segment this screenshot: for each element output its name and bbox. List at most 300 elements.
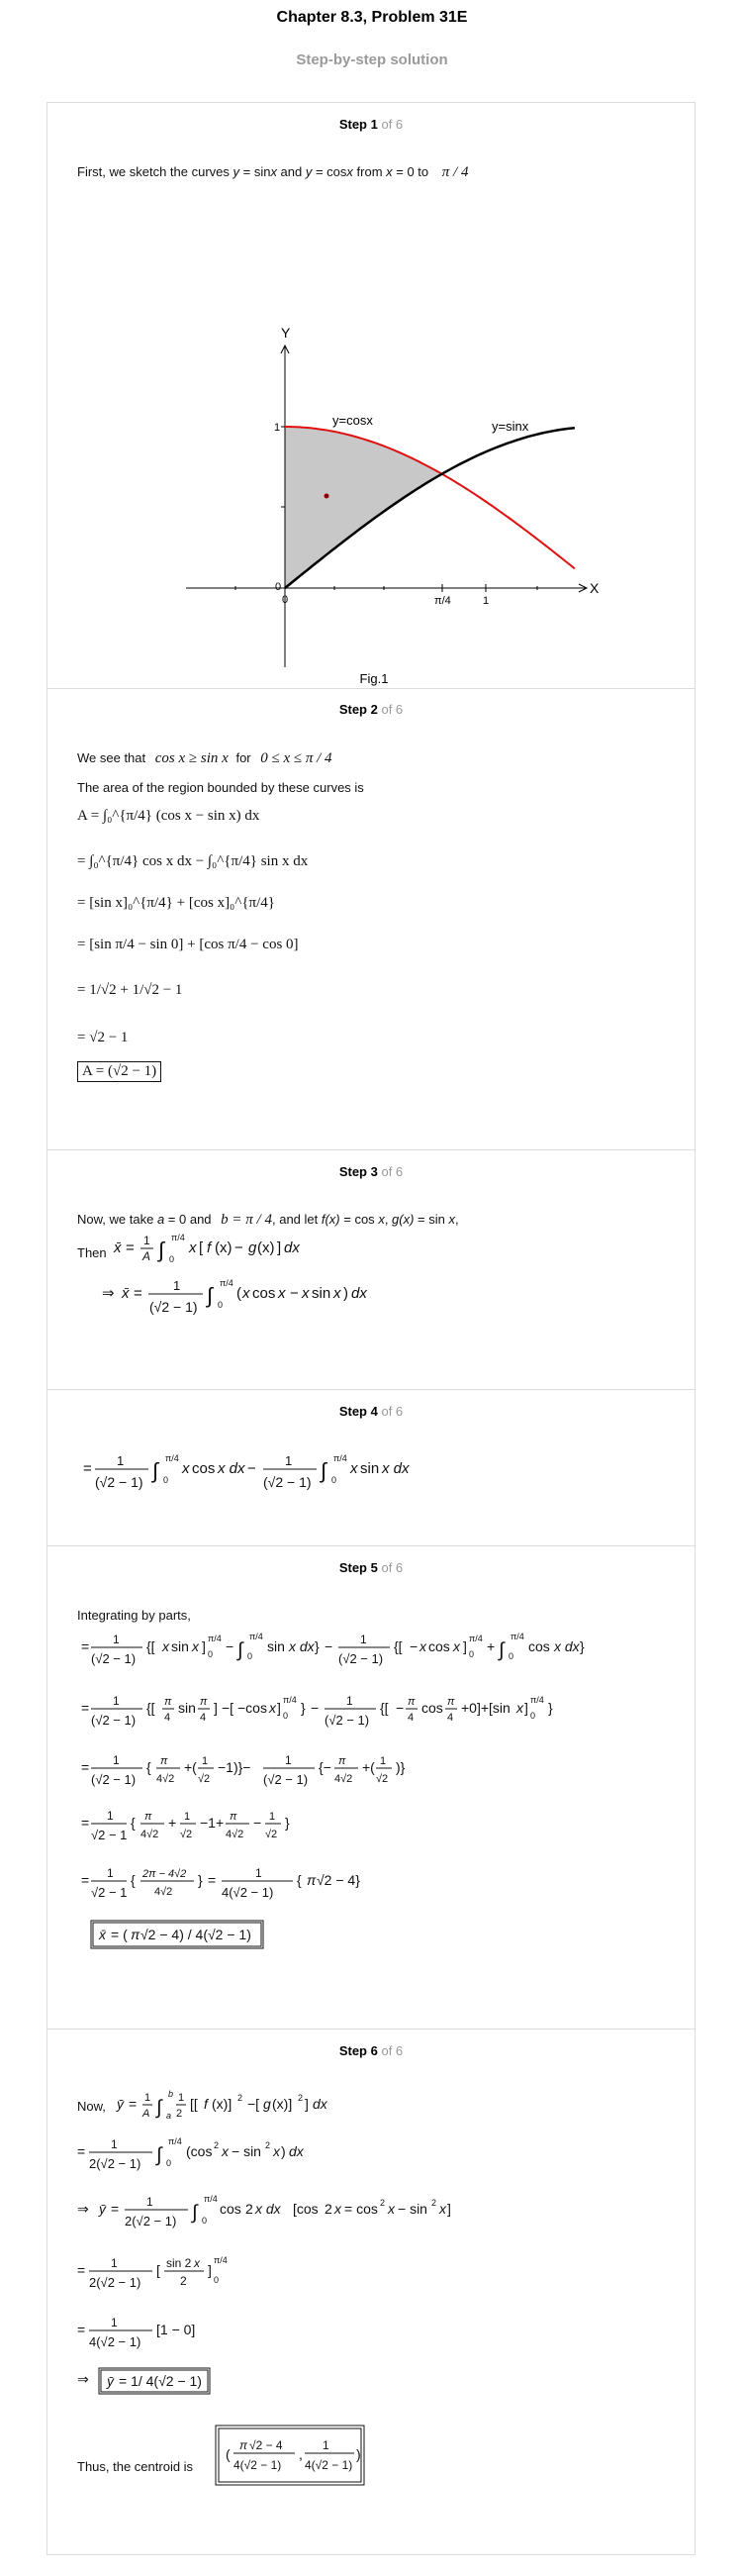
step-3-text-part: x [448, 1212, 455, 1227]
step-1-label: Step 1 [338, 117, 378, 132]
svg-text:=: = [77, 2322, 86, 2337]
svg-text:π: π [338, 1755, 346, 1767]
svg-text:= 1/ 4(√2 − 1): = 1/ 4(√2 − 1) [119, 2373, 202, 2389]
step-1-text-part: = sin [239, 164, 271, 179]
svg-text:}: } [198, 1872, 203, 1888]
svg-text:π: π [160, 1755, 168, 1767]
svg-text:−: − [410, 1638, 418, 1654]
step-6-header [47, 2043, 695, 2058]
svg-text:[cos: [cos [293, 2201, 319, 2217]
svg-text:1: 1 [380, 1755, 387, 1767]
step-2-label: Step 2 [338, 702, 378, 717]
svg-text:√2: √2 [198, 1773, 211, 1785]
svg-text:1: 1 [146, 2195, 153, 2209]
svg-text:2: 2 [298, 2093, 304, 2103]
step-1-text-part: y [305, 164, 313, 179]
step-4-equation [77, 1443, 631, 1503]
svg-text:cos: cos [428, 1638, 450, 1654]
step-1-header [47, 117, 695, 132]
step-4-of: of 6 [381, 1404, 404, 1419]
svg-text:1: 1 [113, 1753, 120, 1767]
svg-text:=: = [134, 1285, 142, 1302]
svg-text:x: x [194, 2256, 200, 2270]
svg-text:=: = [77, 2262, 86, 2278]
step-3-equations [104, 1233, 658, 1341]
step-2-eq7 [77, 1061, 161, 1082]
svg-text:sin: sin [312, 1285, 331, 1302]
svg-text:1: 1 [178, 2092, 185, 2104]
svg-text:⇒: ⇒ [102, 1285, 115, 1302]
svg-text:ȳ: ȳ [117, 2096, 124, 2112]
y-tick-0-label: 0 [275, 581, 282, 593]
svg-text:0: 0 [214, 2275, 220, 2285]
svg-text:A: A [142, 1249, 151, 1263]
svg-text:[: [ [156, 2262, 160, 2278]
svg-text:1: 1 [202, 1755, 209, 1767]
svg-text:−1)}−: −1)}− [218, 1759, 251, 1775]
step-3-of: of 6 [381, 1164, 404, 1179]
svg-text:}: } [548, 1700, 553, 1716]
svg-text:π/4: π/4 [165, 1453, 179, 1463]
svg-text:π: π [447, 1696, 455, 1708]
svg-text:=: = [77, 2143, 86, 2159]
svg-text:2(√2 − 1): 2(√2 − 1) [89, 2156, 141, 2171]
svg-text:=: = [81, 1872, 90, 1888]
step-4-label: Step 4 [338, 1404, 378, 1419]
step-1-text-part: π / 4 [441, 164, 469, 180]
svg-text:0: 0 [469, 1649, 475, 1659]
step-3-text-part: x [378, 1212, 385, 1227]
svg-text:1: 1 [113, 1633, 120, 1646]
figure-1 [47, 207, 695, 686]
step-6-label: Step 6 [338, 2043, 378, 2058]
svg-text:−1+: −1+ [200, 1815, 225, 1831]
svg-text:sin 2: sin 2 [166, 2256, 192, 2270]
svg-text:∫: ∫ [207, 1283, 214, 1308]
svg-text:A: A [142, 2108, 150, 2120]
step-3-text-part: g(x) [392, 1212, 415, 1227]
svg-text:sin: sin [360, 1460, 380, 1477]
svg-text:−: − [290, 1285, 299, 1302]
svg-text:x: x [182, 1460, 190, 1477]
svg-text:π/4: π/4 [168, 2136, 182, 2146]
svg-text:2: 2 [180, 2274, 187, 2288]
svg-text:π: π [230, 1811, 237, 1823]
svg-text:4: 4 [447, 1712, 454, 1724]
svg-text:sin: sin [267, 1638, 285, 1654]
svg-text:g: g [263, 2096, 271, 2112]
step-5-header [47, 1560, 695, 1575]
svg-text:,: , [299, 2446, 303, 2462]
svg-text:cos: cos [192, 1460, 216, 1477]
step-2-result: A = (√2 − 1) [77, 1061, 161, 1082]
step-3-text-part: , [384, 1212, 393, 1227]
svg-text:∫: ∫ [192, 2202, 198, 2224]
svg-text:}: } [580, 1638, 585, 1654]
svg-text:0: 0 [208, 1649, 214, 1659]
svg-text:=: = [83, 1460, 92, 1477]
svg-text:0: 0 [169, 1254, 175, 1264]
svg-text:4√2: 4√2 [226, 1829, 244, 1840]
svg-text:1: 1 [107, 1866, 114, 1880]
svg-text:(: ( [226, 2446, 231, 2462]
svg-text:√2: √2 [376, 1773, 389, 1785]
svg-text:π: π [200, 1696, 208, 1708]
svg-text:x: x [273, 2143, 280, 2159]
svg-text:π/4: π/4 [530, 1695, 544, 1705]
svg-text:−: − [311, 1700, 320, 1716]
svg-text:{[: {[ [146, 1700, 155, 1716]
svg-text:=: = [81, 1638, 90, 1654]
step-1-text-part: x [346, 164, 353, 179]
svg-text:ȳ: ȳ [107, 2373, 114, 2389]
svg-text:0: 0 [202, 2216, 208, 2226]
svg-text:}: } [301, 1700, 306, 1716]
svg-text:{−: {− [319, 1759, 331, 1775]
step-3-header [47, 1164, 695, 1179]
step-2-intro-part: for [235, 750, 251, 765]
svg-text:−: − [253, 1815, 262, 1831]
y-tick-1-label: 1 [274, 422, 281, 434]
svg-text:x: x [242, 1285, 250, 1302]
svg-text:ȳ: ȳ [99, 2201, 106, 2217]
step-2-eq1: A = ∫₀^{π/4} (cos x − sin x) dx [77, 808, 260, 824]
svg-text:0: 0 [218, 1300, 224, 1310]
svg-text:{[: {[ [394, 1638, 403, 1654]
svg-text:]: ] [277, 1700, 281, 1716]
svg-text:0: 0 [247, 1651, 253, 1661]
step-2-eq2: = ∫₀^{π/4} cos x dx − ∫₀^{π/4} sin x dx [77, 853, 309, 869]
svg-text:2: 2 [431, 2198, 437, 2208]
svg-text:(√2 − 1): (√2 − 1) [149, 1299, 198, 1315]
svg-text:4(√2 − 1): 4(√2 − 1) [222, 1885, 274, 1900]
svg-text:x: x [516, 1700, 523, 1716]
svg-text:dx: dx [313, 2096, 327, 2112]
svg-text:− sin: − sin [232, 2143, 261, 2159]
axis-x-label: X [590, 580, 600, 596]
svg-text:(x): (x) [215, 1239, 232, 1256]
step-3-text-part: = cos [339, 1212, 379, 1227]
svg-text:2(√2 − 1): 2(√2 − 1) [125, 2214, 177, 2229]
region-shade [285, 427, 442, 588]
svg-text:(cos: (cos [186, 2143, 213, 2159]
step-5-equations [77, 1618, 651, 2014]
svg-text:(√2 − 1): (√2 − 1) [263, 1772, 309, 1787]
page-title: Chapter 8.3, Problem 31E [276, 9, 468, 26]
svg-text:]: ] [463, 1638, 467, 1654]
svg-text:=: = [129, 2096, 138, 2112]
svg-text:π/4: π/4 [333, 1453, 347, 1463]
svg-text:}: } [315, 1638, 320, 1654]
svg-text:cos: cos [528, 1638, 550, 1654]
step-2-intro-part: cos x ≥ sin x [154, 750, 229, 766]
svg-text:+: + [487, 1638, 496, 1654]
step-1-of: of 6 [381, 117, 404, 132]
svg-text:π/4: π/4 [220, 1278, 233, 1288]
step-3-text-part: = 0 and [164, 1212, 212, 1227]
svg-text:1: 1 [184, 1811, 191, 1823]
svg-text:π: π [307, 1872, 317, 1888]
svg-text:x̄: x̄ [99, 1927, 106, 1942]
svg-text:2: 2 [176, 2108, 183, 2120]
svg-text:x: x [162, 1638, 169, 1654]
step-2 [47, 689, 695, 1150]
svg-text:2: 2 [245, 2201, 253, 2217]
step-2-of: of 6 [381, 702, 404, 717]
svg-text:4√2: 4√2 [156, 1773, 175, 1785]
svg-text:1: 1 [173, 1278, 181, 1293]
svg-text:x dx: x dx [382, 1460, 410, 1477]
svg-text:−: − [247, 1460, 256, 1477]
step-5-intro: Integrating by parts, [77, 1608, 191, 1623]
svg-text:1: 1 [255, 1866, 262, 1880]
svg-text:=: = [126, 1239, 135, 1256]
svg-text:(: ( [236, 1285, 241, 1302]
svg-text:]: ] [277, 1239, 282, 1256]
svg-text:−: − [234, 1239, 243, 1256]
svg-text:1: 1 [285, 1453, 293, 1468]
svg-text:x: x [333, 1285, 341, 1302]
step-2-eq6: = √2 − 1 [77, 1030, 129, 1045]
svg-text:}: } [285, 1815, 290, 1831]
svg-text:cos: cos [421, 1700, 443, 1716]
svg-text:dx: dx [284, 1239, 300, 1256]
svg-text:2: 2 [265, 2140, 271, 2150]
x-tick-0-label: 0 [282, 594, 289, 606]
svg-text:4(√2 − 1): 4(√2 − 1) [89, 2334, 141, 2349]
svg-text:π/4: π/4 [208, 1634, 222, 1643]
svg-text:=: = [208, 1872, 217, 1888]
svg-text:π: π [164, 1696, 172, 1708]
svg-text:π/4: π/4 [469, 1634, 483, 1643]
svg-text:=: = [81, 1759, 90, 1775]
svg-text:x̄: x̄ [122, 1285, 130, 1302]
svg-text:x: x [192, 1638, 199, 1654]
svg-text:π: π [408, 1696, 416, 1708]
svg-text:(x)]: (x)] [272, 2096, 293, 2112]
svg-text:−[: −[ [222, 1700, 234, 1716]
step-6-of: of 6 [381, 2043, 404, 2058]
svg-text:x: x [350, 1460, 358, 1477]
svg-text:−: − [396, 1700, 405, 1716]
svg-text:(√2 − 1): (√2 − 1) [338, 1651, 384, 1666]
svg-text:4: 4 [408, 1712, 415, 1724]
svg-text:[[: [[ [190, 2096, 198, 2112]
svg-text:∫: ∫ [499, 1639, 505, 1661]
step-2-eq5: = 1/√2 + 1/√2 − 1 [77, 982, 183, 998]
svg-text:= cos: = cos [344, 2201, 378, 2217]
svg-text:π/4: π/4 [249, 1632, 263, 1641]
step-1-text-part: x [386, 164, 393, 179]
svg-text:√2 − 1: √2 − 1 [91, 1828, 128, 1842]
svg-text:1: 1 [143, 1234, 150, 1247]
svg-text:∫: ∫ [158, 1238, 165, 1262]
svg-text:(√2 − 1): (√2 − 1) [91, 1772, 137, 1787]
svg-text:√2 − 1: √2 − 1 [91, 1885, 128, 1900]
svg-text:a: a [166, 2111, 172, 2121]
step-3-text-part: Now, we take [77, 1212, 154, 1227]
svg-text:⇒: ⇒ [77, 2201, 89, 2217]
svg-text:2π − 4√2: 2π − 4√2 [142, 1868, 187, 1880]
svg-text:x: x [278, 1285, 286, 1302]
svg-text:1: 1 [111, 2316, 118, 2329]
svg-text:4√2: 4√2 [334, 1773, 353, 1785]
svg-text:4(√2 − 1): 4(√2 − 1) [305, 2458, 353, 2472]
svg-text:1: 1 [285, 1753, 292, 1767]
svg-text:−[: −[ [247, 2096, 260, 2112]
svg-text:{: { [297, 1872, 302, 1888]
centroid-dot [325, 494, 329, 499]
step-2-intro-part: We see that [77, 750, 146, 765]
svg-text:+0]+[sin: +0]+[sin [461, 1700, 511, 1716]
svg-text:{[: {[ [380, 1700, 389, 1716]
svg-text:√2 − 4: √2 − 4 [249, 2438, 283, 2452]
step-3-then-label: Then [77, 1245, 107, 1260]
svg-text:0: 0 [530, 1711, 536, 1721]
svg-text:1: 1 [360, 1633, 367, 1646]
svg-text:4: 4 [200, 1712, 207, 1724]
svg-text:]: ] [208, 2262, 212, 2278]
svg-text:= (: = ( [111, 1927, 128, 1942]
svg-text:x: x [302, 1285, 310, 1302]
svg-text:): ) [356, 2446, 361, 2462]
step-1-text-part: from [352, 164, 387, 179]
step-6-now: Now, [77, 2099, 106, 2114]
svg-text:∫: ∫ [156, 2097, 162, 2119]
svg-text:dx: dx [351, 1285, 367, 1302]
svg-text:2: 2 [237, 2093, 243, 2103]
svg-text:π: π [239, 2438, 248, 2452]
step-1-text [77, 164, 468, 181]
svg-text:x dx: x dx [218, 1460, 245, 1477]
svg-text:1: 1 [269, 1811, 276, 1823]
svg-text:√2: √2 [180, 1829, 193, 1840]
svg-text:4√2: 4√2 [154, 1886, 173, 1898]
sin-label: y=sinx [492, 419, 529, 434]
step-3-label: Step 3 [338, 1164, 378, 1179]
step-1-text-part: y [232, 164, 239, 179]
svg-text:0: 0 [283, 1711, 289, 1721]
svg-text:0: 0 [509, 1651, 514, 1661]
svg-text:sin: sin [171, 1638, 189, 1654]
svg-text:2: 2 [325, 2201, 332, 2217]
step-3-text-part: , and let [271, 1212, 322, 1227]
svg-text:x: x [189, 1239, 197, 1256]
svg-text:4: 4 [164, 1712, 171, 1724]
svg-text:0: 0 [166, 2158, 172, 2168]
svg-text:x: x [453, 1638, 460, 1654]
cos-label: y=cosx [332, 413, 373, 428]
svg-text:sin: sin [178, 1700, 196, 1716]
step-2-intro-part: 0 ≤ x ≤ π / 4 [260, 750, 332, 766]
page-subtitle: Step-by-step solution [296, 51, 448, 68]
svg-text:π/4: π/4 [214, 2255, 228, 2265]
svg-text:1: 1 [323, 2438, 329, 2452]
svg-text:π: π [131, 1927, 140, 1942]
svg-text:]: ] [214, 1700, 218, 1716]
step-1-text-part: = 0 to [392, 164, 429, 179]
svg-text:1: 1 [107, 1809, 114, 1823]
svg-text:∫: ∫ [237, 1639, 243, 1661]
step-5-label: Step 5 [338, 1560, 378, 1575]
svg-text:x dx: x dx [255, 2201, 281, 2217]
svg-text:√2 − 4) / 4(√2 − 1): √2 − 4) / 4(√2 − 1) [140, 1927, 251, 1942]
svg-text:1: 1 [111, 2137, 118, 2151]
svg-text:x: x [388, 2201, 395, 2217]
svg-text:f: f [207, 1239, 212, 1256]
step-3-text-part: f(x) [321, 1212, 340, 1227]
svg-text:(√2 − 1): (√2 − 1) [91, 1713, 137, 1728]
svg-text:(x): (x) [257, 1239, 275, 1256]
svg-text:∫: ∫ [156, 2144, 162, 2166]
svg-text:∫: ∫ [321, 1458, 327, 1483]
svg-text:π/4: π/4 [283, 1695, 297, 1705]
step-6-thus: Thus, the centroid is [77, 2459, 194, 2474]
step-3-text [77, 1212, 459, 1229]
step-4-header [47, 1404, 695, 1419]
svg-text:1: 1 [113, 1694, 120, 1708]
svg-text:): ) [343, 1285, 348, 1302]
svg-text:1: 1 [144, 2092, 151, 2104]
svg-text:dx: dx [289, 2143, 304, 2159]
svg-text:]: ] [305, 2096, 309, 2112]
svg-text:): ) [281, 2143, 286, 2159]
svg-text:x: x [439, 2201, 446, 2217]
svg-text:4(√2 − 1): 4(√2 − 1) [233, 2458, 282, 2472]
svg-text:g: g [248, 1239, 257, 1256]
svg-text:b: b [168, 2089, 174, 2099]
svg-text:[1 − 0]: [1 − 0] [156, 2322, 196, 2337]
svg-text:− sin: − sin [398, 2201, 427, 2217]
step-2-header [47, 702, 695, 717]
svg-text:x: x [419, 1638, 426, 1654]
svg-text:π/4: π/4 [204, 2194, 218, 2204]
step-3-then [77, 1245, 107, 1260]
svg-text:0: 0 [163, 1475, 169, 1485]
svg-text:(√2 − 1): (√2 − 1) [95, 1474, 143, 1490]
svg-text:π: π [144, 1811, 152, 1823]
svg-text:1: 1 [346, 1694, 353, 1708]
svg-text:cos: cos [252, 1285, 276, 1302]
svg-text:√2: √2 [265, 1829, 278, 1840]
axis-y-label: Y [281, 325, 291, 341]
svg-text:2: 2 [380, 2198, 386, 2208]
svg-text:x dx: x dx [554, 1638, 580, 1654]
step-1 [47, 103, 695, 689]
svg-text:⇒: ⇒ [77, 2371, 89, 2387]
step-2-text: The area of the region bounded by these curves is [77, 780, 364, 795]
svg-text:(x)]: (x)] [212, 2096, 232, 2112]
svg-text:)}: )} [396, 1759, 406, 1775]
step-3-text-part: = sin [414, 1212, 449, 1227]
svg-text:π/4: π/4 [171, 1233, 185, 1242]
svg-text:]: ] [202, 1638, 206, 1654]
svg-text:(√2 − 1): (√2 − 1) [91, 1651, 137, 1666]
step-1-text-part: x [270, 164, 277, 179]
svg-text:x: x [222, 2143, 229, 2159]
x-tick-pi4-label: π/4 [434, 595, 451, 607]
svg-text:+(: +( [362, 1759, 375, 1775]
svg-text:+: + [168, 1815, 177, 1831]
svg-text:x: x [269, 1700, 276, 1716]
svg-text:4√2: 4√2 [140, 1829, 159, 1840]
svg-text:{[: {[ [146, 1638, 155, 1654]
svg-text:=: = [111, 2201, 120, 2217]
step-2-eq3: = [sin x]₀^{π/4} + [cos x]₀^{π/4} [77, 895, 275, 911]
svg-text:2(√2 − 1): 2(√2 − 1) [89, 2275, 141, 2290]
svg-text:√2 − 4}: √2 − 4} [317, 1872, 360, 1888]
svg-text:[: [ [199, 1239, 204, 1256]
